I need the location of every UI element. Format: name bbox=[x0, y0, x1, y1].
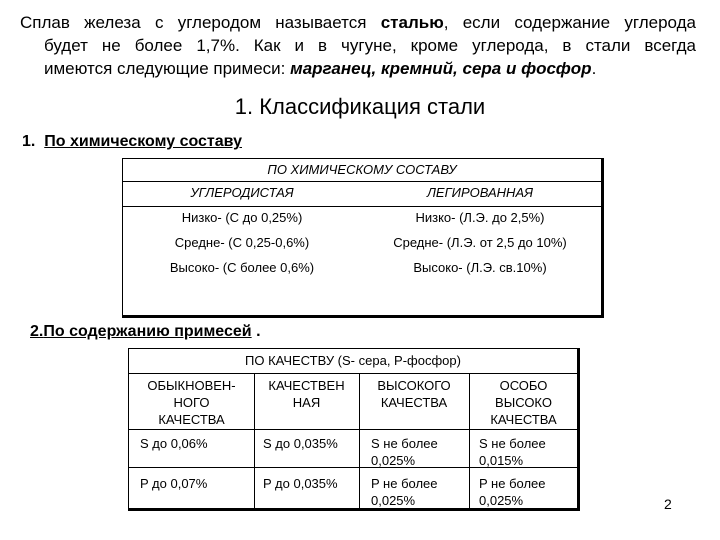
header-line: КАЧЕСТВА bbox=[158, 412, 225, 427]
table-title: ПО КАЧЕСТВУ (S- сера, P-фосфор) bbox=[129, 349, 577, 374]
cell-line: S до 0,06% bbox=[140, 436, 208, 451]
chemical-composition-table bbox=[122, 158, 604, 318]
cell-line: S не более bbox=[479, 436, 546, 451]
table-cell bbox=[371, 435, 438, 469]
table-cell: Средне- (Л.Э. от 2,5 до 10%) bbox=[393, 235, 567, 250]
section-2-heading bbox=[30, 323, 261, 341]
table-cell: Низко- (Л.Э. до 2,5%) bbox=[415, 210, 545, 225]
header-line: НАЯ bbox=[292, 395, 321, 410]
column-header-high-quality bbox=[359, 377, 469, 411]
row-divider bbox=[129, 429, 577, 430]
column-header-ordinary bbox=[129, 377, 254, 428]
cell-line: P не более bbox=[479, 476, 546, 491]
table-title: ПО ХИМИЧЕСКОМУ СОСТАВУ bbox=[123, 159, 601, 182]
intro-line-2 bbox=[20, 34, 696, 57]
cell-line: P до 0,07% bbox=[140, 476, 208, 491]
intro-paragraph bbox=[20, 11, 696, 80]
column-header-alloy: ЛЕГИРОВАННАЯ bbox=[427, 185, 533, 200]
header-line: ОСОБО bbox=[499, 378, 548, 393]
section-number: 1. bbox=[22, 133, 36, 150]
table-cell bbox=[479, 475, 546, 509]
quality-table bbox=[128, 348, 580, 511]
cell-line: P до 0,035% bbox=[263, 476, 338, 491]
cell-line: P не более bbox=[371, 476, 438, 491]
table-cell bbox=[479, 435, 546, 469]
header-line: ВЫСОКОГО bbox=[377, 378, 451, 393]
cell-line: S до 0,035% bbox=[263, 436, 338, 451]
intro-text: имеются следующие примеси: bbox=[44, 59, 291, 78]
cell-line: 0,015% bbox=[479, 453, 524, 468]
table-cell bbox=[371, 475, 438, 509]
cell-line: S не более bbox=[371, 436, 438, 451]
table-cell: Средне- (С 0,25-0,6%) bbox=[174, 235, 310, 250]
table-cell: Высоко- (С более 0,6%) bbox=[169, 260, 315, 275]
intro-line-3 bbox=[20, 57, 696, 80]
intro-term-steel: сталью bbox=[380, 13, 444, 32]
intro-text: будет не более 1,7%. Как и в чугуне, кроме углерода, в стали всегда bbox=[44, 36, 696, 55]
intro-text: Сплав железа с углеродом называется bbox=[20, 13, 381, 32]
column-header-carbon: УГЛЕРОДИСТАЯ bbox=[190, 185, 294, 200]
column-header-extra-high-quality bbox=[469, 377, 578, 428]
table-cell bbox=[140, 435, 208, 452]
table-cell bbox=[263, 475, 338, 492]
header-line: ОБЫКНОВЕН- bbox=[147, 378, 236, 393]
section-title: По химическому составу bbox=[44, 133, 242, 150]
table-cell bbox=[140, 475, 207, 492]
section-number: 2. bbox=[30, 323, 44, 340]
cell-line: 0,025% bbox=[479, 493, 524, 508]
page-title: 1. Классификация стали bbox=[234, 94, 486, 119]
header-line: КАЧЕСТВЕН bbox=[268, 378, 345, 393]
cell-line: 0,025% bbox=[371, 453, 416, 468]
header-line: КАЧЕСТВА bbox=[490, 412, 557, 427]
table-divider bbox=[123, 206, 601, 207]
header-line: ВЫСОКО bbox=[495, 395, 552, 410]
intro-line-1 bbox=[20, 11, 696, 34]
column-header-quality bbox=[254, 377, 359, 411]
header-line: КАЧЕСТВА bbox=[380, 395, 448, 410]
table-cell bbox=[263, 435, 338, 452]
table-cell: Высоко- (Л.Э. св.10%) bbox=[413, 260, 547, 275]
intro-impurities: марганец, кремний, сера и фосфор bbox=[290, 59, 592, 78]
header-line: НОГО bbox=[173, 395, 210, 410]
section-1-heading bbox=[22, 133, 242, 151]
page-number: 2 bbox=[664, 496, 672, 512]
intro-text: . bbox=[591, 59, 597, 78]
table-cell: Низко- (С до 0,25%) bbox=[181, 210, 303, 225]
cell-line: 0,025% bbox=[371, 493, 416, 508]
section-suffix: . bbox=[251, 323, 261, 340]
intro-text: , если содержание углерода bbox=[443, 13, 696, 32]
section-title: По содержанию примесей bbox=[43, 323, 252, 340]
